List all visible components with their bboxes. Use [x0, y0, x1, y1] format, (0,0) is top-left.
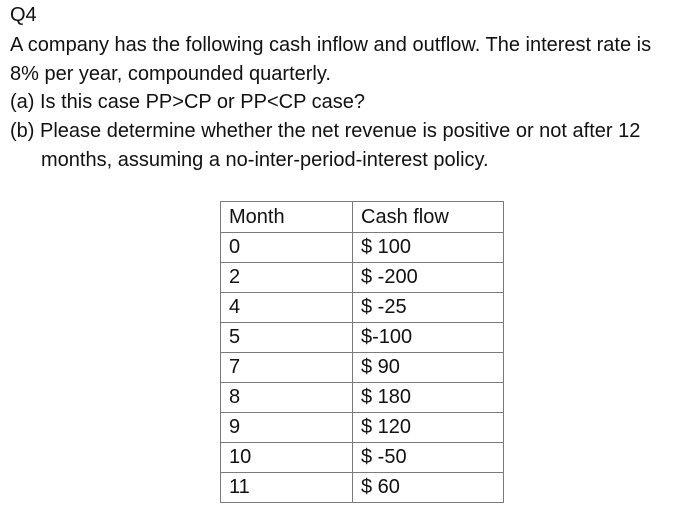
part-a-text: (a) Is this case PP>CP or PP<CP case?: [10, 91, 365, 113]
cash-flow-cell: $ 120: [353, 413, 504, 443]
intro-line: A company has the following cash inflow and outflow. The interest rate is: [10, 34, 652, 56]
table-row: [221, 293, 504, 323]
table-row: [221, 353, 504, 383]
cash-flow-cell: $ 180: [353, 383, 504, 413]
cash-flow-cell: $ 60: [353, 473, 504, 503]
table-row: [221, 443, 504, 473]
month-cell: 5: [221, 323, 353, 353]
month-cell: 2: [221, 263, 353, 293]
table-row: [221, 263, 504, 293]
cash-flow-cell: $-100: [353, 323, 504, 353]
cash-flow-cell: $ 90: [353, 353, 504, 383]
month-cell: 10: [221, 443, 353, 473]
table-row: [221, 233, 504, 263]
month-cell: 4: [221, 293, 353, 323]
table-row: [221, 413, 504, 443]
cash-flow-cell: $ -25: [353, 293, 504, 323]
part-b-text: (b) Please determine whether the net revenue is positive or not after 12: [10, 120, 641, 142]
table-header-row: [221, 202, 504, 233]
table-row: [221, 323, 504, 353]
cash-flow-column-header: Cash flow: [353, 202, 504, 233]
question-intro: [10, 31, 700, 89]
month-column-header: Month: [221, 202, 353, 233]
intro-line: 8% per year, compounded quarterly.: [10, 63, 331, 85]
month-cell: 8: [221, 383, 353, 413]
month-cell: 11: [221, 473, 353, 503]
table-row: [221, 473, 504, 503]
cash-flow-cell: $ -200: [353, 263, 504, 293]
table-row: [221, 383, 504, 413]
question-number: Q4: [10, 4, 37, 26]
month-cell: 7: [221, 353, 353, 383]
part-b-continuation: months, assuming a no-inter-period-interest policy.: [41, 149, 489, 171]
month-cell: 0: [221, 233, 353, 263]
cash-flow-table: [220, 201, 504, 503]
month-cell: 9: [221, 413, 353, 443]
cash-flow-cell: $ 100: [353, 233, 504, 263]
cash-flow-cell: $ -50: [353, 443, 504, 473]
